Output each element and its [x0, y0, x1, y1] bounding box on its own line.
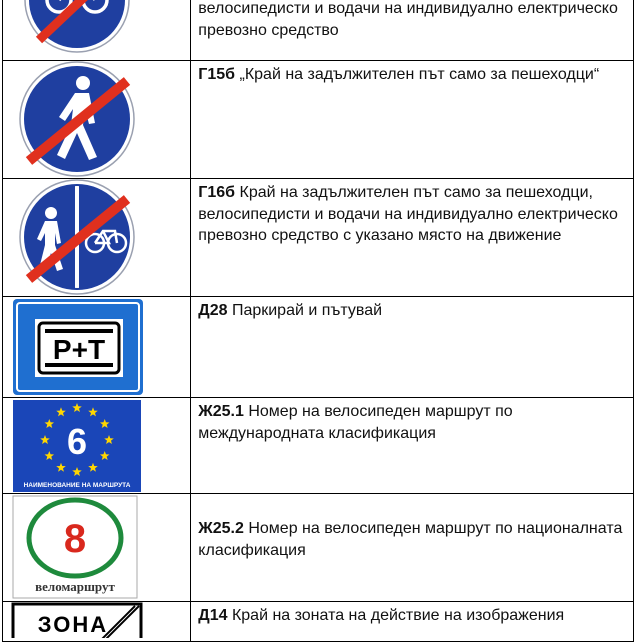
road-signs-table — [2, 0, 634, 642]
description-cell — [191, 602, 634, 642]
sign-cell — [3, 297, 191, 398]
description-cell — [191, 0, 634, 61]
route-caption: веломаршрут — [35, 579, 115, 594]
sign-cell — [3, 61, 191, 179]
sign-description: Г15б „Край на задължителен път само за пешеходци“ — [198, 66, 600, 83]
table-row — [3, 602, 634, 642]
sign-cell — [3, 398, 191, 494]
sign-description: Ж25.1 Номер на велосипеден маршрут по международната класификация — [198, 403, 513, 442]
international-cycle-route-number-sign — [3, 398, 191, 493]
sign-description: Д28 Паркирай и пътувай — [198, 302, 383, 319]
sign-description: Г16б Край на задължителен път само за пешеходци, велосипедисти и водачи на индивидуално електрическо превозно средство с указано място на движение — [198, 184, 618, 244]
national-cycle-route-number-sign — [3, 494, 191, 601]
table-row — [3, 179, 634, 297]
description-cell — [191, 398, 634, 494]
sign-description: Ж25.2 Номер на велосипеден маршрут по националната класификация — [198, 520, 623, 559]
route-caption: НАИМЕНОВАНИЕ НА МАРШРУТА — [23, 482, 131, 489]
park-and-ride-text: P+T — [52, 334, 106, 365]
end-of-shared-pedestrian-cycle-path-sign — [3, 179, 191, 296]
zone-text: ЗОНА — [37, 612, 109, 637]
park-and-ride-sign — [3, 297, 191, 397]
table-row — [3, 494, 634, 602]
sign-cell — [3, 0, 191, 61]
sign-cell — [3, 602, 191, 642]
description-cell — [191, 61, 634, 179]
description-cell — [191, 179, 634, 297]
description-cell — [191, 494, 634, 602]
sign-cell — [3, 494, 191, 602]
table-row — [3, 297, 634, 398]
sign-description: велосипедисти и водачи на индивидуално електрическо превозно средство — [198, 0, 618, 39]
sign-description: Д14 Край на зоната на действие на изображения — [198, 607, 565, 624]
end-of-zone-sign — [3, 602, 191, 638]
end-of-mandatory-cycle-path-sign — [3, 0, 191, 60]
table-row — [3, 398, 634, 494]
sign-cell — [3, 179, 191, 297]
route-number: 6 — [66, 421, 88, 462]
table-row — [3, 0, 634, 61]
table-row — [3, 61, 634, 179]
end-of-mandatory-pedestrian-path-sign — [3, 61, 191, 178]
description-cell — [191, 297, 634, 398]
route-number: 8 — [63, 517, 87, 561]
